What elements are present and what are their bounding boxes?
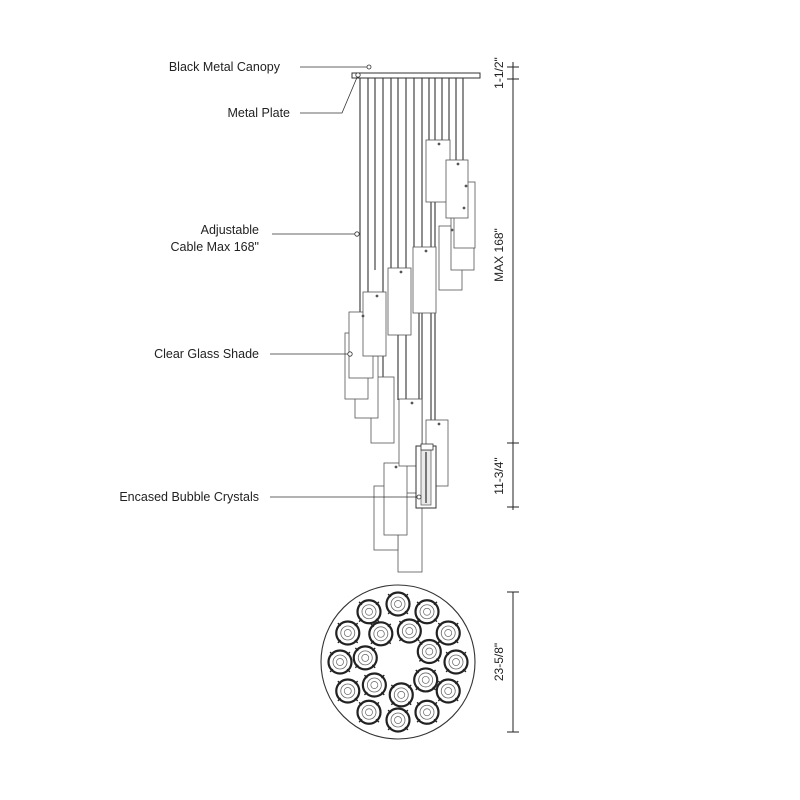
dim-shade-height: 11-3/4": [492, 457, 506, 495]
bottom-pendant-outer-8: [336, 680, 359, 703]
callout-glass-shade: Clear Glass Shade: [154, 347, 259, 361]
dim-canopy-height: 1-1/2": [492, 57, 506, 89]
callout-metal-plate: Metal Plate: [227, 106, 290, 120]
callout-canopy: Black Metal Canopy: [168, 60, 280, 74]
bottom-pendant-outer-5: [416, 701, 439, 724]
callout-cable-line1: Adjustable: [200, 223, 259, 237]
bottom-pendant-outer-3: [445, 651, 468, 674]
callout-cable-line2: Cable Max 168": [170, 240, 259, 254]
bottom-pendant-outer-2: [437, 622, 460, 645]
canopy-plate: [352, 73, 480, 78]
bottom-pendant-outer-10: [336, 622, 359, 645]
bottom-pendant-inner-1: [418, 640, 441, 663]
bottom-pendant-outer-0: [387, 593, 410, 616]
bottom-pendant-inner-0: [398, 620, 421, 643]
callout-bubble-crystals: Encased Bubble Crystals: [119, 490, 259, 504]
glass-shades: [345, 140, 475, 572]
bottom-pendant-inner-5: [354, 646, 377, 669]
bottom-pendant-outer-11: [358, 600, 381, 623]
bottom-pendant-inner-2: [414, 668, 437, 691]
bottom-pendant-outer-7: [358, 701, 381, 724]
bottom-pendant-outer-1: [416, 600, 439, 623]
bottom-pendant-outer-9: [329, 651, 352, 674]
bottom-pendant-inner-6: [369, 622, 392, 645]
dim-diameter: 23-5/8": [492, 642, 506, 682]
bottom-view: [321, 585, 475, 739]
dim-max-length: MAX 168": [492, 228, 506, 282]
bottom-pendant-inner-4: [363, 674, 386, 697]
bottom-pendant-outer-6: [387, 709, 410, 732]
bottom-pendant-outer-4: [437, 680, 460, 703]
bottom-pendant-inner-3: [390, 683, 413, 706]
dimension-lines: [507, 62, 519, 732]
